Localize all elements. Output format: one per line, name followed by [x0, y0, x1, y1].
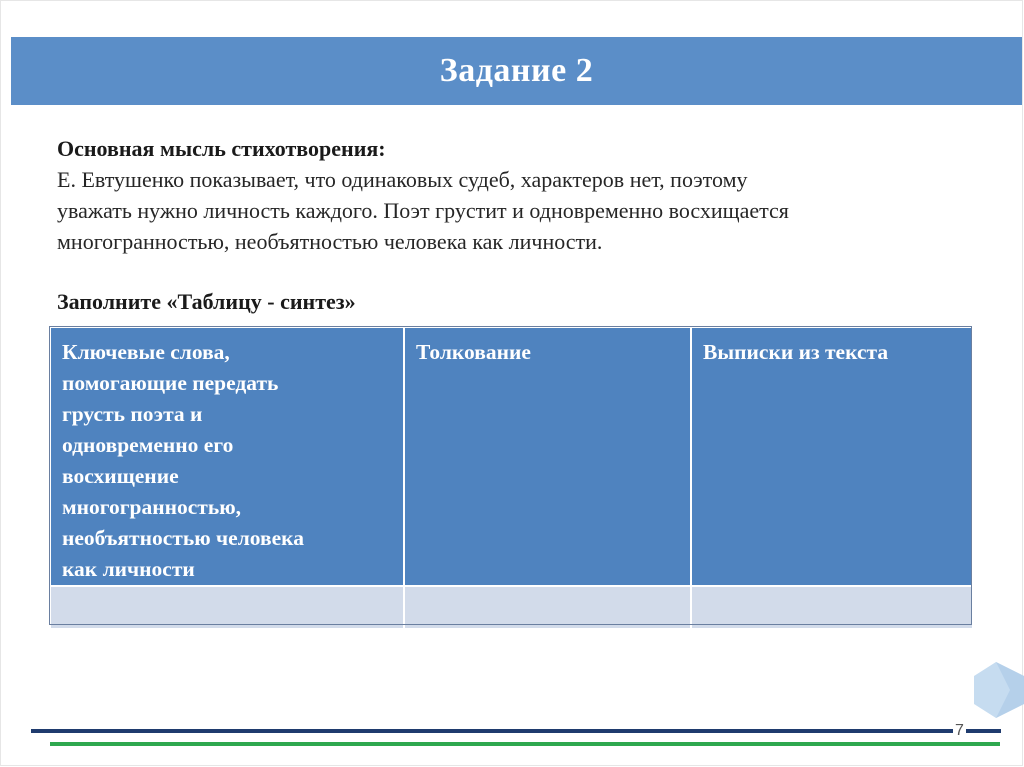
table-cell-quotes[interactable]	[691, 586, 973, 629]
header-keywords-line: Ключевые слова,	[62, 340, 230, 364]
main-idea-heading: Основная мысль стихотворения:	[57, 136, 386, 161]
task-label: Заполните «Таблицу - синтез»	[57, 289, 356, 314]
footer-line-green	[50, 742, 1000, 746]
header-keywords-line: как личности	[62, 557, 195, 581]
table-cell-keywords[interactable]	[50, 586, 404, 629]
main-idea-line-1: Е. Евтушенко показывает, что одинаковых судеб, характеров нет, поэтому	[57, 167, 748, 192]
table-row	[50, 586, 973, 629]
slide-title: Задание 2	[439, 52, 594, 89]
header-keywords-line: одновременно его	[62, 433, 234, 457]
header-interpretation	[404, 327, 691, 586]
header-quotes-label: Выписки из текста	[703, 340, 889, 364]
header-keywords-line: помогающие передать	[62, 371, 279, 395]
header-keywords-line: многогранностью,	[62, 495, 242, 519]
header-interpretation-label: Толкование	[416, 340, 531, 364]
table-header-row	[50, 327, 973, 586]
synthesis-table	[49, 326, 974, 630]
table-cell-interpretation[interactable]	[404, 586, 691, 629]
main-idea-block	[57, 133, 957, 257]
page-number: 7	[955, 722, 964, 739]
main-idea-line-2: уважать нужно личность каждого. Поэт грустит и одновременно восхищается	[57, 198, 789, 223]
header-keywords-line: необъятностью человека	[62, 526, 304, 550]
footer-line-blue	[31, 729, 1001, 733]
title-bar	[11, 37, 1022, 105]
header-quotes	[691, 327, 973, 586]
header-keywords	[50, 327, 404, 586]
header-keywords-line: грусть поэта и	[62, 402, 203, 426]
main-idea-line-3: многогранностью, необъятностью человека как личности.	[57, 229, 603, 254]
header-keywords-line: восхищение	[62, 464, 179, 488]
decorative-hexagon-icon	[966, 660, 1024, 720]
